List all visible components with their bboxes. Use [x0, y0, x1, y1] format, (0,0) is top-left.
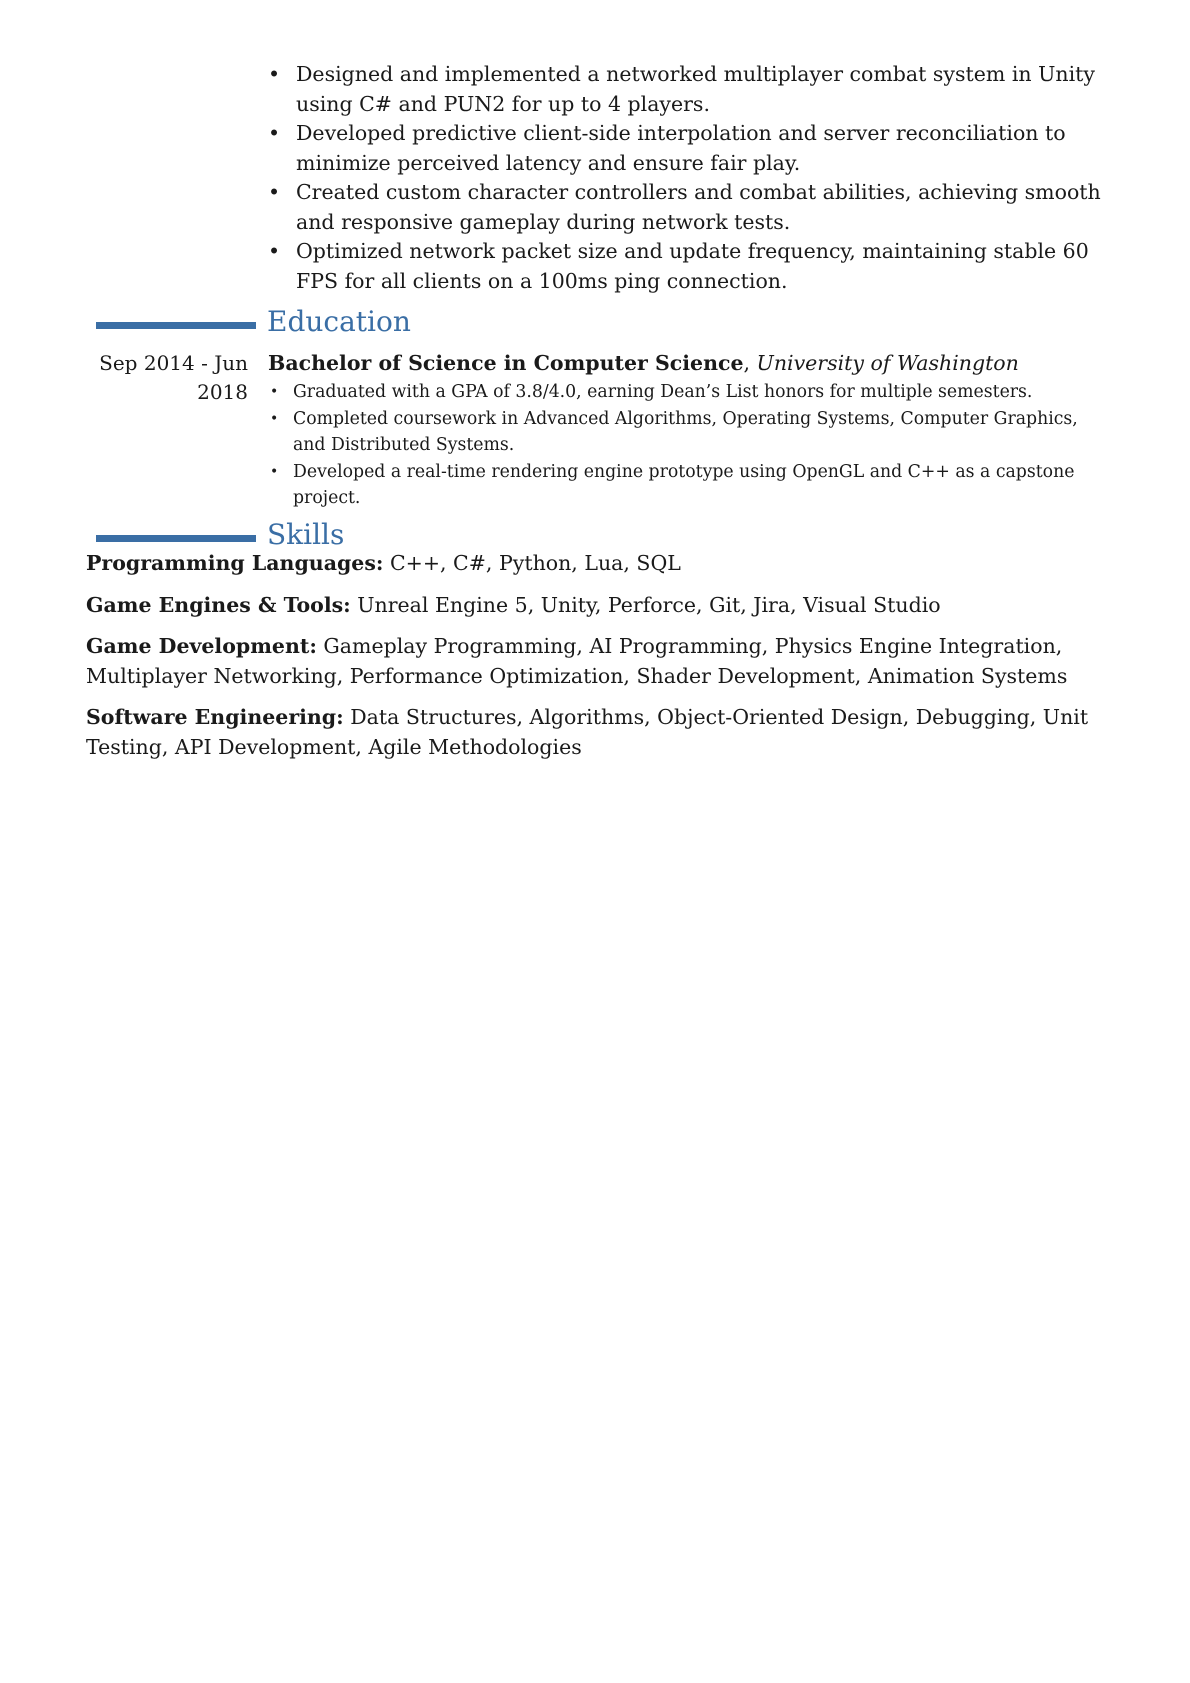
skill-value: C++, C#, Python, Lua, SQL — [383, 551, 681, 575]
skills-list — [86, 549, 1108, 774]
education-degree: Bachelor of Science in Computer Science — [268, 351, 744, 375]
education-bullet: • Graduated with a GPA of 3.8/4.0, earning Dean’s List honors for multiple semesters. — [268, 379, 1108, 406]
education-separator: , — [743, 351, 757, 375]
skills-section-title: Skills — [267, 518, 345, 551]
skill-label: Game Engines & Tools: — [86, 592, 351, 617]
project-bullet: • Developed predictive client-side interpolation and server reconciliation to minimize perceived latency and ensure fair play. — [268, 119, 1106, 178]
skill-label: Software Engineering: — [86, 705, 344, 729]
education-bullet-list — [268, 379, 1108, 512]
skill-row-game-engines — [86, 591, 1108, 621]
education-school: University of Washington — [756, 351, 1019, 375]
project-bullet: • Designed and implemented a networked multiplayer combat system in Unity using C# and PUN2 for up to 4 players. — [268, 60, 1106, 119]
skill-row-software-engineering — [86, 703, 1108, 762]
skill-row-programming-languages — [86, 549, 1108, 579]
education-bullet: • Completed coursework in Advanced Algorithms, Operating Systems, Computer Graphics, and Distributed Systems. — [268, 406, 1108, 459]
project-bullet: • Created custom character controllers and combat abilities, achieving smooth and responsive gameplay during network tests. — [268, 178, 1106, 237]
skill-value: Unreal Engine 5, Unity, Perforce, Git, Jira, Visual Studio — [350, 592, 941, 617]
education-section-header — [96, 305, 696, 339]
project-bullet: • Optimized network packet size and update frequency, maintaining stable 60 FPS for all clients on a 100ms ping connection. — [268, 237, 1106, 296]
education-heading — [268, 349, 1108, 377]
skill-label: Programming Languages: — [86, 551, 384, 575]
skills-section-header — [96, 518, 696, 552]
skill-value: Data Structures, Algorithms, Object-Oriented Design, Debugging, Unit Testing, API Development, Agile Methodologies — [86, 705, 1089, 759]
project-bullet-list — [268, 60, 1106, 296]
skill-row-game-development — [86, 632, 1108, 691]
education-dates: Sep 2014 - Jun 2018 — [99, 351, 248, 404]
education-section-title: Education — [267, 305, 411, 338]
education-entry — [268, 349, 1108, 512]
skill-value: Gameplay Programming, AI Programming, Physics Engine Integration, Multiplayer Networking, Performance Optimization, Shader Development, Animation Systems — [86, 634, 1068, 688]
section-rule — [96, 535, 256, 542]
skill-label: Game Development: — [86, 634, 317, 658]
section-rule — [96, 322, 256, 329]
education-bullet: • Developed a real-time rendering engine prototype using OpenGL and C++ as a capstone project. — [268, 459, 1108, 512]
